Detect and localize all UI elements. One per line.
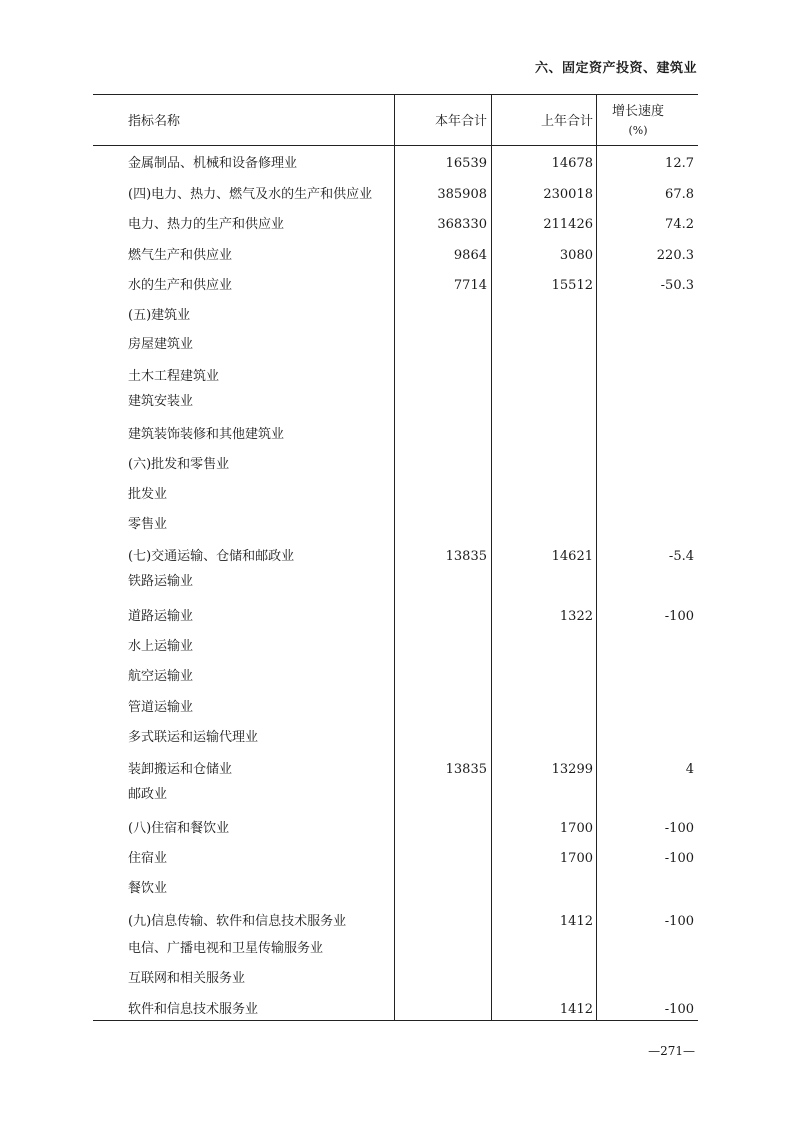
- data-table: [93, 94, 698, 1022]
- row-growth-value: 67.8: [665, 187, 694, 202]
- section-title: 六、固定资产投资、建筑业: [534, 61, 697, 76]
- row-name: 建筑装饰装修和其他建筑业: [128, 427, 285, 442]
- row-current-value: 13835: [445, 549, 487, 564]
- row-name: 软件和信息技术服务业: [128, 1002, 259, 1017]
- row-name: 餐饮业: [128, 881, 168, 896]
- row-name: 电力、热力的生产和供应业: [128, 217, 285, 232]
- row-previous-value: 13299: [551, 762, 593, 777]
- row-name: 土木工程建筑业: [128, 369, 220, 384]
- row-name: (九)信息传输、软件和信息技术服务业: [128, 914, 347, 929]
- header-previous: 上年合计: [540, 114, 593, 129]
- row-name: 零售业: [128, 517, 168, 532]
- row-name: 金属制品、机械和设备修理业: [128, 156, 298, 171]
- row-previous-value: 1700: [559, 851, 593, 866]
- row-current-value: 13835: [445, 762, 487, 777]
- row-name: (七)交通运输、仓储和邮政业: [128, 549, 295, 564]
- header-growth: 增长速度: [611, 104, 664, 119]
- row-name: 房屋建筑业: [128, 337, 194, 352]
- row-growth-value: -100: [664, 1002, 694, 1017]
- row-name: 互联网和相关服务业: [128, 971, 246, 986]
- row-previous-value: 15512: [551, 278, 593, 293]
- row-growth-value: -5.4: [668, 549, 694, 564]
- row-growth-value: -50.3: [660, 278, 694, 293]
- row-growth-value: 12.7: [665, 156, 694, 171]
- row-name: 道路运输业: [128, 609, 194, 624]
- row-growth-value: 220.3: [656, 248, 694, 263]
- row-current-value: 7714: [453, 278, 487, 293]
- header-current: 本年合计: [434, 114, 487, 129]
- row-previous-value: 211426: [543, 217, 593, 232]
- row-name: 水上运输业: [128, 639, 194, 654]
- column-divider: [491, 94, 492, 1021]
- row-name: (四)电力、热力、燃气及水的生产和供应业: [128, 187, 373, 202]
- row-growth-value: -100: [664, 851, 694, 866]
- row-current-value: 16539: [445, 156, 487, 171]
- table-bottom-rule: [93, 1020, 698, 1021]
- row-current-value: 385908: [437, 187, 487, 202]
- row-growth-value: 4: [685, 762, 694, 777]
- row-previous-value: 3080: [559, 248, 593, 263]
- table-header-rule: [93, 145, 698, 146]
- row-previous-value: 1700: [559, 821, 593, 836]
- row-name: (八)住宿和餐饮业: [128, 821, 230, 836]
- row-name: (六)批发和零售业: [128, 457, 230, 472]
- row-name: 多式联运和运输代理业: [128, 730, 259, 745]
- row-name: 管道运输业: [128, 700, 194, 715]
- column-divider: [394, 94, 395, 1021]
- row-name: 水的生产和供应业: [128, 278, 233, 293]
- row-growth-value: -100: [664, 609, 694, 624]
- row-name: 航空运输业: [128, 669, 194, 684]
- row-previous-value: 230018: [543, 187, 593, 202]
- row-growth-value: 74.2: [665, 217, 694, 232]
- row-growth-value: -100: [664, 821, 694, 836]
- row-name: 燃气生产和供应业: [128, 248, 233, 263]
- row-previous-value: 14621: [551, 549, 593, 564]
- page-number: —271—: [648, 1044, 695, 1058]
- row-name: 住宿业: [128, 851, 168, 866]
- table-top-rule: [93, 94, 698, 95]
- row-previous-value: 1412: [559, 1002, 593, 1017]
- row-current-value: 9864: [453, 248, 487, 263]
- row-name: 批发业: [128, 487, 168, 502]
- row-current-value: 368330: [437, 217, 487, 232]
- row-previous-value: 1322: [559, 609, 593, 624]
- row-name: 装卸搬运和仓储业: [128, 762, 233, 777]
- row-name: 电信、广播电视和卫星传输服务业: [128, 941, 324, 956]
- row-name: (五)建筑业: [128, 308, 191, 323]
- row-name: 建筑安装业: [128, 394, 194, 409]
- row-growth-value: -100: [664, 914, 694, 929]
- header-name: 指标名称: [128, 114, 181, 129]
- row-previous-value: 14678: [551, 156, 593, 171]
- row-name: 铁路运输业: [128, 574, 194, 589]
- header-growth-unit: (%): [628, 124, 648, 137]
- row-name: 邮政业: [128, 787, 168, 802]
- row-previous-value: 1412: [559, 914, 593, 929]
- column-divider: [596, 94, 597, 1021]
